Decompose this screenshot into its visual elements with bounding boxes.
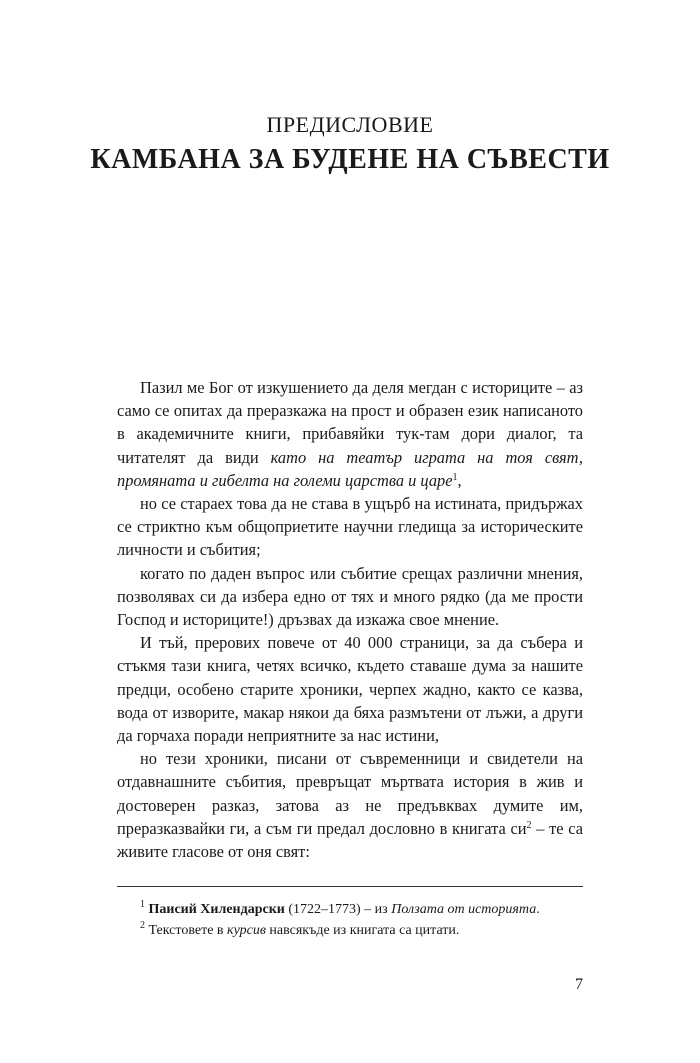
footnote-1-source: Ползата от историята <box>391 902 537 917</box>
footnote-1-text: (1722–1773) – из <box>284 902 392 917</box>
footnote-divider <box>117 886 583 887</box>
page-number: 7 <box>575 976 583 993</box>
footnote-2-italic: курсив <box>227 923 266 938</box>
footnote-2-number: 2 <box>140 920 145 931</box>
footnote-2-text: Текстовете в <box>145 923 228 938</box>
paragraph-1 <box>117 376 583 492</box>
paragraph-1-end: , <box>457 470 462 490</box>
chapter-heading <box>0 110 700 178</box>
footnote-ref-1: 1 <box>452 471 458 483</box>
paragraph-5-text: но тези хроники, писани от съвременници и свидетели на отдавнашните събития, превръщат мъртвата история в жив и достоверен разказ, затова аз не предъвквах думите им, преразказвайки ги, а съм ги предал дословно в книгата си <box>117 749 583 838</box>
chapter-title: КАМБАНА ЗА БУДЕНЕ НА СЪВЕСТИ <box>90 144 610 175</box>
footnote-1-number: 1 <box>140 899 145 910</box>
paragraph-5 <box>117 747 583 863</box>
paragraph-5-end: – те са живите гласове от оня свят: <box>117 818 583 862</box>
chapter-subtitle: ПРЕДИСЛОВИЕ <box>266 112 434 137</box>
body-text <box>117 376 583 863</box>
footnote-1 <box>117 899 583 920</box>
footnote-ref-2: 2 <box>526 819 532 831</box>
paragraph-1-text: Пазил ме Бог от изкушението да деля мегдан с историците – аз само се опитах да преразкажа на прост и образен език написаното в академичните книги, прибавяйки тук-там дори диалог, та читателят да види <box>117 378 583 467</box>
paragraph-3: когато по даден въпрос или събитие срещах различни мнения, позволявах си да избера едно от тях и много рядко (да ме прости Господ и историците!) дръзвах да изкажа свое мнение. <box>117 563 583 630</box>
footnote-1-author: Паисий Хилендарски <box>148 902 285 917</box>
paragraph-1-italic: като на театър играта на тоя свят, промяната и гибелта на големи царства и царе <box>117 447 583 490</box>
footnote-2 <box>117 920 583 941</box>
paragraph-2: но се стараех това да не става в ущърб на истината, придържах се стриктно към общоприетите научни гледища за историческите личности и събития; <box>117 494 583 560</box>
footnote-2-end: навсякъде из книгата са цитати. <box>265 923 460 938</box>
paragraph-4: И тъй, прерових повече от 40 000 страници, за да събера и стъкмя тази книга, четях всичко, където ставаше дума за нашите предци, особено старите хроники, черпех жадно, както се казва, вода от изворите, макар някои да бяха размътени от лъжи, а други да горчаха поради неприятните за нас истини, <box>117 633 583 746</box>
footnote-1-end: . <box>536 902 540 917</box>
footnotes <box>117 899 583 941</box>
